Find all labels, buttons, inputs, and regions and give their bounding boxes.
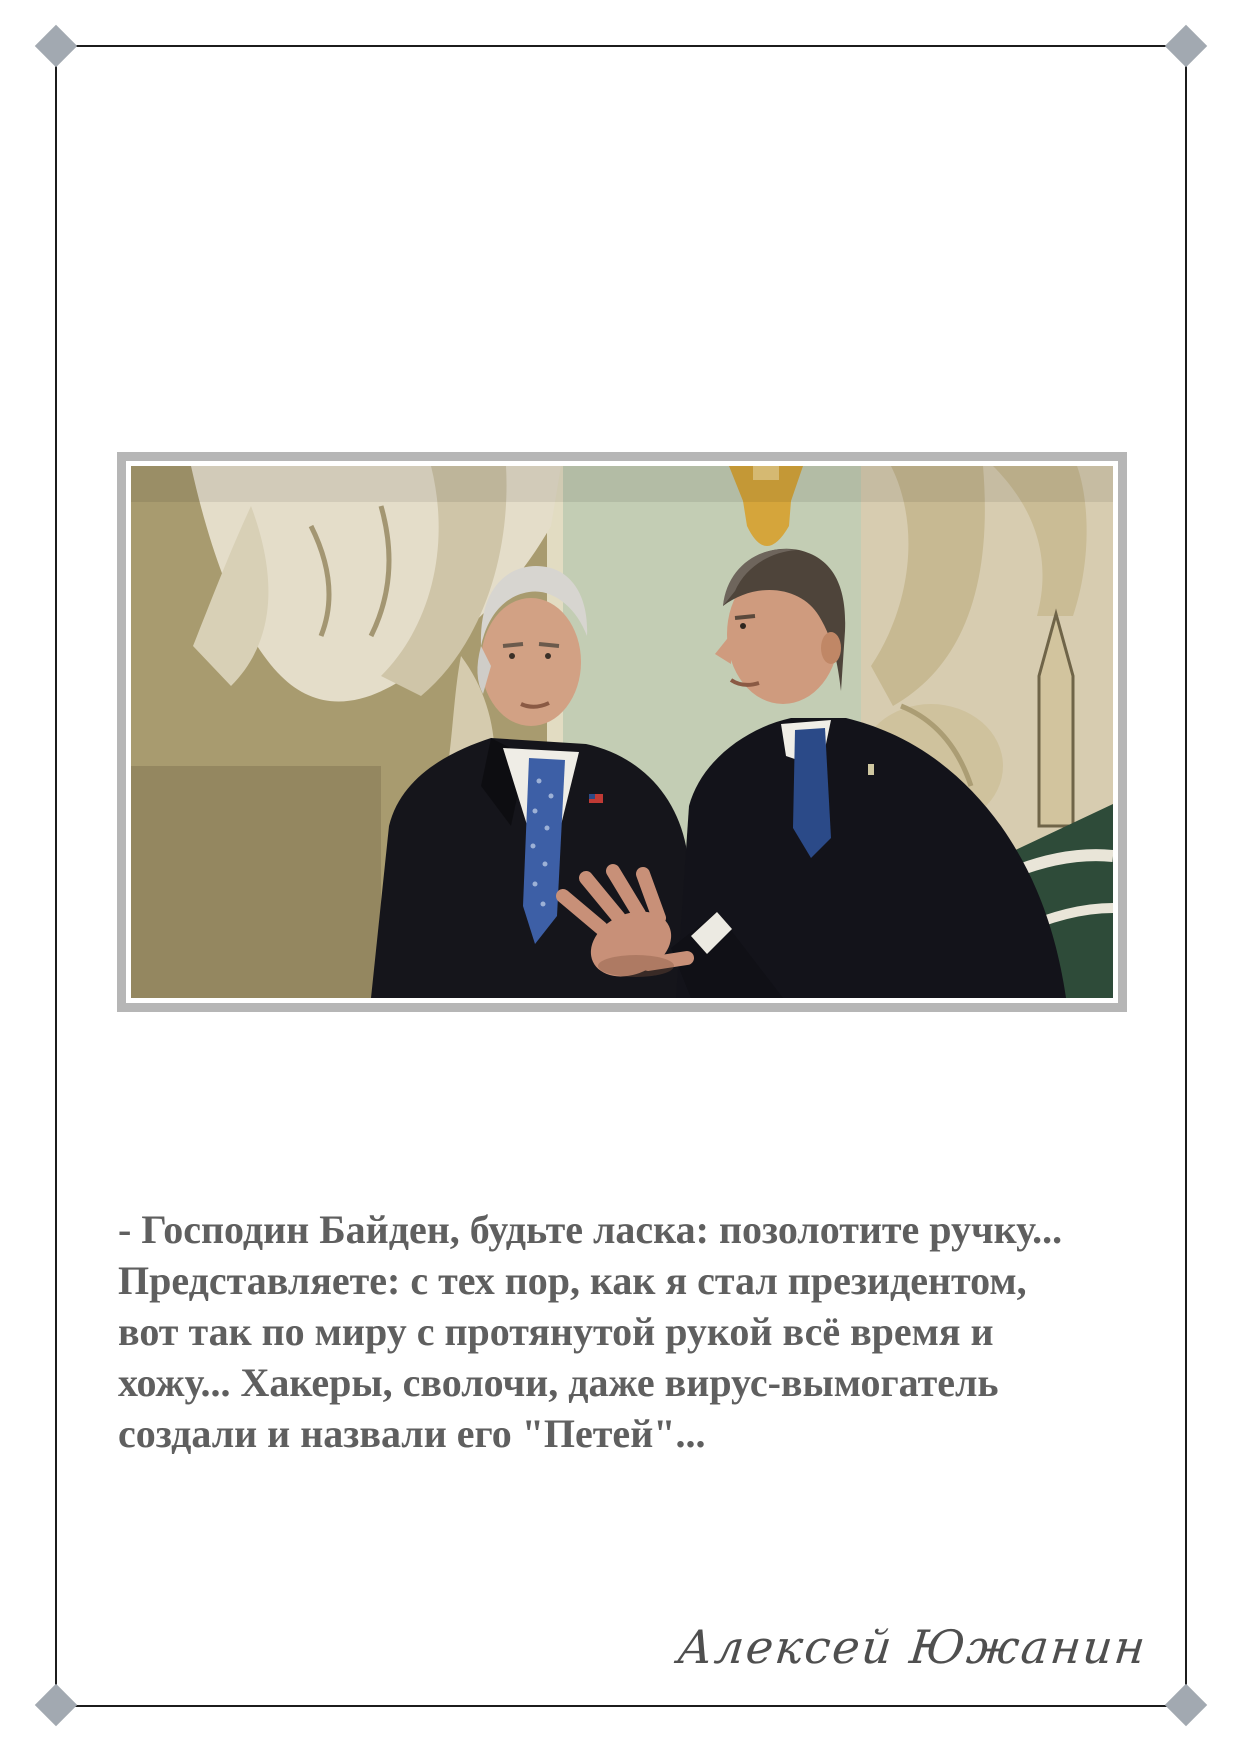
caption-line: создали и назвали его "Петей"... — [118, 1411, 706, 1456]
caption-block — [118, 1204, 1120, 1459]
caption-line: вот так по миру с протянутой рукой всё время и — [118, 1309, 994, 1354]
photo-illustration — [131, 466, 1113, 998]
author-signature: Алексей Южанин — [675, 1620, 1150, 1674]
caption-line: - Господин Байден, будьте ласка: позолотите ручку... — [118, 1207, 1063, 1252]
caption-line: хожу... Хакеры, сволочи, даже вирус-вымогатель — [118, 1360, 999, 1405]
caption-line: Представляете: с тех пор, как я стал президентом, — [118, 1258, 1027, 1303]
photo — [117, 452, 1127, 1012]
